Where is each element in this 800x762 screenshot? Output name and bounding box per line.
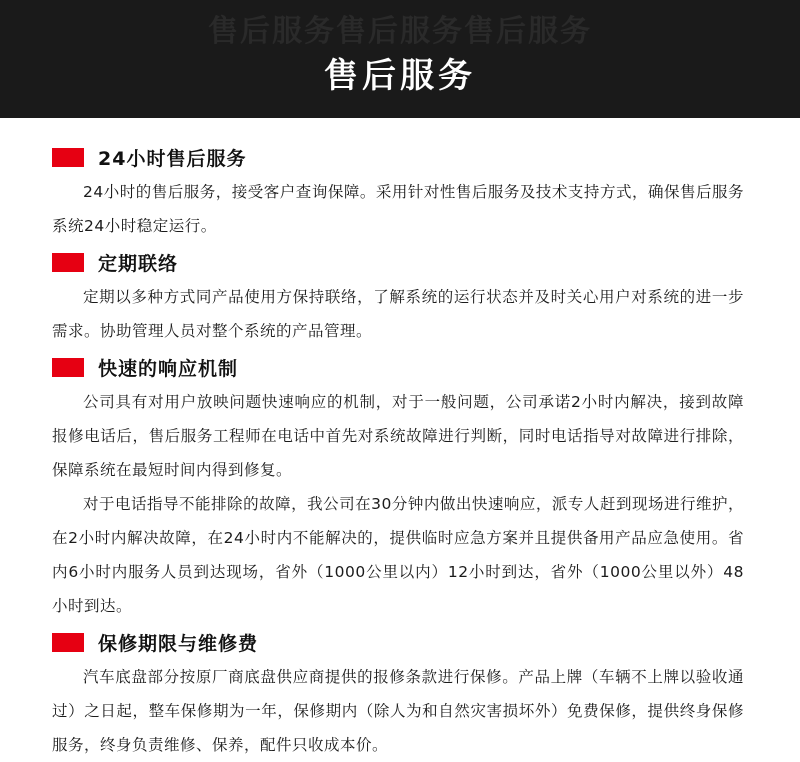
section-fast-response bbox=[52, 354, 748, 623]
section-24h-service bbox=[52, 144, 748, 243]
section-title: 快速的响应机制 bbox=[98, 358, 239, 380]
section-warranty-period bbox=[52, 629, 748, 762]
content-body bbox=[0, 118, 800, 762]
section-paragraph: 公司具有对用户放映问题快速响应的机制，对于一般问题，公司承诺2小时内解决，接到故障报修电话后，售后服务工程师在电话中首先对系统故障进行判断，同时电话指导对故障进行排除，保障系统在最短时间内得到修复。 bbox=[52, 393, 744, 479]
section-heading bbox=[52, 629, 748, 656]
section-regular-contact bbox=[52, 249, 748, 348]
red-square-bullet-icon bbox=[52, 358, 84, 377]
page-title: 售后服务 bbox=[324, 56, 476, 96]
section-title: 保修期限与维修费 bbox=[98, 633, 259, 655]
banner-watermark-text: 售后服务售后服务售后服务 bbox=[208, 14, 592, 49]
section-title: 24小时售后服务 bbox=[98, 148, 247, 170]
section-paragraph: 24小时的售后服务，接受客户查询保障。采用针对性售后服务及技术支持方式，确保售后服务系统24小时稳定运行。 bbox=[52, 183, 744, 235]
red-square-bullet-icon bbox=[52, 633, 84, 652]
section-heading bbox=[52, 354, 748, 381]
section-paragraph: 定期以多种方式同产品使用方保持联络，了解系统的运行状态并及时关心用户对系统的进一步需求。协助管理人员对整个系统的产品管理。 bbox=[52, 288, 744, 340]
red-square-bullet-icon bbox=[52, 148, 84, 167]
section-title: 定期联络 bbox=[98, 253, 179, 275]
section-paragraph: 对于电话指导不能排除的故障，我公司在30分钟内做出快速响应，派专人赶到现场进行维护，在2小时内解决故障，在24小时内不能解决的，提供临时应急方案并且提供备用产品应急使用。省内6小时内服务人员到达现场，省外（1000公里以内）12小时到达，省外（1000公里以外）48小时到达。 bbox=[52, 495, 744, 615]
red-square-bullet-icon bbox=[52, 253, 84, 272]
page-banner bbox=[0, 0, 800, 118]
section-heading bbox=[52, 249, 748, 276]
section-paragraph: 汽车底盘部分按原厂商底盘供应商提供的报修条款进行保修。产品上牌（车辆不上牌以验收通过）之日起，整车保修期为一年，保修期内（除人为和自然灾害损坏外）免费保修，提供终身保修服务，终身负责维修、保养，配件只收成本价。 bbox=[52, 668, 744, 754]
section-heading bbox=[52, 144, 748, 171]
